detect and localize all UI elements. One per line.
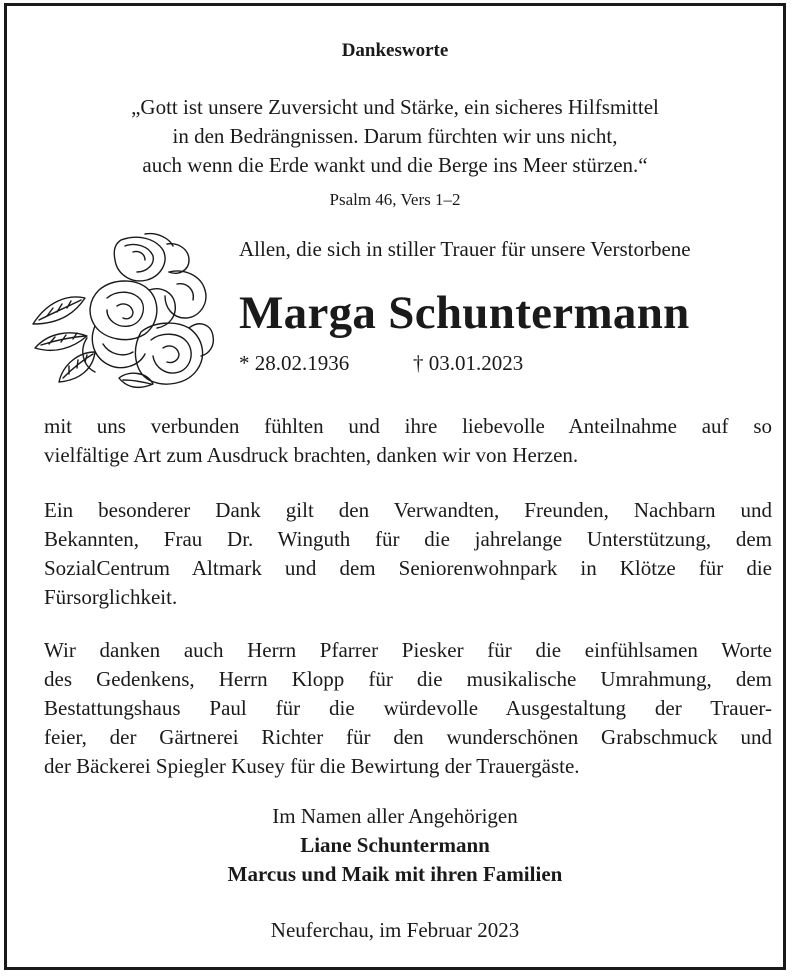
rose-flower-drawing-icon bbox=[29, 232, 217, 392]
deceased-name: Marga Schuntermann bbox=[239, 287, 690, 339]
paragraph-line: vielfältige Art zum Ausdruck brachten, danken wir von Herzen. bbox=[44, 443, 579, 467]
paragraph-line: Wir danken auch Herrn Pfarrer Piesker für die einfühlsamen Worte bbox=[44, 638, 772, 662]
thanks-paragraph bbox=[44, 636, 772, 781]
quote-line: in den Bedrängnissen. Darum fürchten wir uns nicht, bbox=[172, 124, 618, 148]
thanks-paragraph bbox=[44, 412, 772, 470]
quote-source: Psalm 46, Vers 1–2 bbox=[329, 190, 461, 209]
paragraph-line: SozialCentrum Altmark und dem Seniorenwohnpark in Klötze für die bbox=[44, 556, 772, 580]
intro-line: Allen, die sich in stiller Trauer für unsere Verstorbene bbox=[239, 237, 691, 261]
life-dates bbox=[239, 351, 523, 376]
obituary-notice bbox=[4, 3, 786, 970]
signature-intro: Im Namen aller Angehörigen bbox=[272, 804, 518, 828]
signature-name: Liane Schuntermann bbox=[300, 833, 490, 857]
birth-date: * 28.02.1936 bbox=[239, 351, 350, 375]
place-date: Neuferchau, im Februar 2023 bbox=[270, 918, 520, 942]
paragraph-line: feier, der Gärtnerei Richter für den wunderschönen Grabschmuck und bbox=[44, 725, 772, 749]
paragraph-line: des Gedenkens, Herrn Klopp für die musikalische Umrahmung, dem bbox=[44, 667, 772, 691]
death-date: † 03.01.2023 bbox=[413, 351, 524, 375]
paragraph-line: der Bäckerei Spiegler Kusey für die Bewirtung der Trauergäste. bbox=[44, 754, 580, 778]
paragraph-line: Ein besonderer Dank gilt den Verwandten, Freunden, Nachbarn und bbox=[44, 498, 772, 522]
thanks-paragraph bbox=[44, 496, 772, 612]
quote-line: auch wenn die Erde wankt und die Berge ins Meer stürzen.“ bbox=[142, 153, 648, 177]
paragraph-line: Fürsorglichkeit. bbox=[44, 585, 178, 609]
paragraph-line: mit uns verbunden fühlten und ihre liebevolle Anteilnahme auf so bbox=[44, 414, 772, 438]
bible-quote bbox=[7, 93, 783, 180]
signature-block bbox=[7, 802, 783, 889]
paragraph-line: Bekannten, Frau Dr. Winguth für die jahrelange Unterstützung, dem bbox=[44, 527, 772, 551]
signature-name: Marcus und Maik mit ihren Familien bbox=[227, 862, 563, 886]
paragraph-line: Bestattungshaus Paul für die würdevolle Ausgestaltung der Trauer- bbox=[44, 696, 772, 720]
notice-heading: Dankesworte bbox=[341, 40, 449, 61]
quote-line: „Gott ist unsere Zuversicht und Stärke, ein sicheres Hilfsmittel bbox=[131, 95, 659, 119]
